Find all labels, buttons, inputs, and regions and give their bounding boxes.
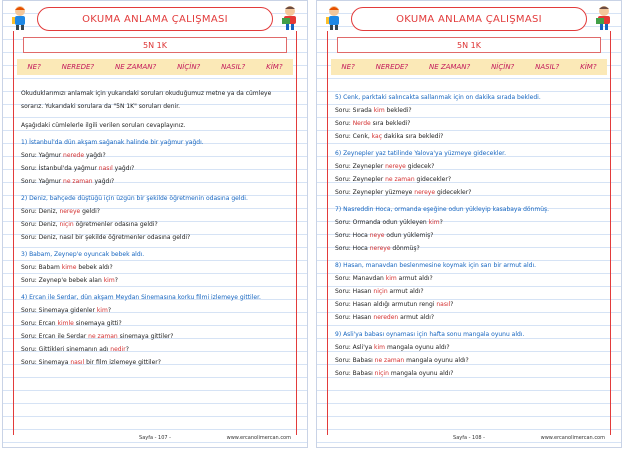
answer-line[interactable]: Soru: Deniz, niçin öğretmenler odasına geldi? <box>21 221 158 228</box>
question-words-bar <box>17 59 293 75</box>
page-footer <box>317 434 621 444</box>
title-banner <box>351 7 587 31</box>
answer-line[interactable]: Soru: Zeynepler nereye gidecek? <box>335 163 435 170</box>
qword-nerede: NEREDE? <box>375 63 409 71</box>
answer-line[interactable]: Soru: Babası ne zaman mangala oyunu aldı? <box>335 357 469 364</box>
answer-line[interactable]: Soru: Babam kime bebek aldı? <box>21 264 113 271</box>
qword-nicin: NİÇİN? <box>491 63 515 71</box>
qword-nasil: NASIL? <box>535 63 560 71</box>
website-label: www.ercanolimercan.com <box>540 435 605 441</box>
page-title: OKUMA ANLAMA ÇALIŞMASI <box>396 13 542 25</box>
answer-line[interactable]: Soru: Nerde sıra bekledi? <box>335 120 411 127</box>
qword-nerede: NEREDE? <box>61 63 95 71</box>
answer-line[interactable]: Soru: Gittikleri sinemanın adı nedir? <box>21 346 129 353</box>
answer-line[interactable]: Soru: Hoca nereye dönmüş? <box>335 245 420 252</box>
question-block-6 <box>335 147 605 199</box>
qword-kim: KİM? <box>580 63 597 71</box>
answer-line[interactable]: Soru: Zeynep'e bebek alan kim? <box>21 277 118 284</box>
question-block-9 <box>335 328 605 380</box>
answer-line[interactable]: Soru: Yağmur ne zaman yağdı? <box>21 178 115 185</box>
sentence-2: 2) Deniz, bahçede düştüğü için üzgün bir şekilde öğretmenin odasına geldi. <box>21 195 248 202</box>
answer-line[interactable]: Soru: Ercan ile Serdar ne zaman sinemaya gittiler? <box>21 333 174 340</box>
answer-line[interactable]: Soru: Sinemaya nasıl bir film izlemeye gittiler? <box>21 359 161 366</box>
page-footer <box>3 434 307 444</box>
answer-line[interactable]: Soru: Ercan kimle sinemaya gitti? <box>21 320 122 327</box>
website-label: www.ercanolimercan.com <box>226 435 291 441</box>
answer-line[interactable]: Soru: Manavdan kim armut aldı? <box>335 275 433 282</box>
reading-child-icon <box>279 4 301 30</box>
answer-line[interactable]: Soru: Deniz, nasıl bir şekilde öğretmenler odasına geldi? <box>21 234 191 241</box>
answer-line[interactable]: Soru: Zeynepler ne zaman gidecekler? <box>335 176 451 183</box>
margin-line-right <box>610 31 611 435</box>
right-content <box>335 87 605 380</box>
question-block-7 <box>335 203 605 255</box>
answer-line[interactable]: Soru: Asli'ya kim mangala oyunu aldı? <box>335 344 450 351</box>
answer-line[interactable]: Soru: Deniz, nereye geldi? <box>21 208 100 215</box>
reading-child-icon <box>593 4 615 30</box>
five-w-one-h-label: 5N 1K <box>143 40 167 50</box>
sentence-1: 1) İstanbul'da dün akşam sağanak halinde bir yağmur yağdı. <box>21 139 204 146</box>
qword-nicin: NİÇİN? <box>177 63 201 71</box>
question-block-3 <box>21 248 291 287</box>
qword-nasil: NASIL? <box>221 63 246 71</box>
qword-ne: NE? <box>341 63 355 71</box>
answer-line[interactable]: Soru: Sinemaya gidenler kim? <box>21 307 112 314</box>
answer-line[interactable]: Soru: Ormanda odun yükleyen kim? <box>335 219 443 226</box>
sentence-8: 8) Hasan, manavdan beslenmesine koymak için sarı bir armut aldı. <box>335 262 537 269</box>
sentence-3: 3) Babam, Zeynep'e oyuncak bebek aldı. <box>21 251 145 258</box>
question-block-4 <box>21 291 291 369</box>
answer-line[interactable]: Soru: Hasan nereden armut aldı? <box>335 314 435 321</box>
instructions: Aşağıdaki cümlelerle ilgili verilen soruları cevaplayınız. <box>21 122 186 129</box>
five-w-one-h-label: 5N 1K <box>457 40 481 50</box>
sentence-9: 9) Asli'ya babası oynaması için hafta sonu mangala oyunu aldı. <box>335 331 525 338</box>
five-w-one-h-box <box>23 37 287 53</box>
page-number: Sayfa - 108 - <box>453 435 485 441</box>
margin-line-right <box>296 31 297 435</box>
qword-ne-zaman: NE ZAMAN? <box>114 63 157 71</box>
answer-line[interactable]: Soru: Zeynepler yüzmeye nereye gidecekler? <box>335 189 472 196</box>
question-block-5 <box>335 91 605 143</box>
title-banner <box>37 7 273 31</box>
margin-line-left <box>13 31 14 435</box>
five-w-one-h-box <box>337 37 601 53</box>
question-block-1 <box>21 136 291 188</box>
question-block-2 <box>21 192 291 244</box>
answer-line[interactable]: Soru: Hasan niçin armut aldı? <box>335 288 424 295</box>
question-block-8 <box>335 259 605 324</box>
page-number: Sayfa - 107 - <box>139 435 171 441</box>
sentence-4: 4) Ercan ile Serdar, dün akşam Meydan Sinemasına korku filmi izlemeye gittiler. <box>21 294 261 301</box>
answer-line[interactable]: Soru: İstanbul'da yağmur nasıl yağdı? <box>21 165 135 172</box>
sentence-5: 5) Cenk, parktaki salıncakta sallanmak için on dakika sırada bekledi. <box>335 94 541 101</box>
margin-line-left <box>327 31 328 435</box>
answer-line[interactable]: Soru: Sırada kim bekledi? <box>335 107 412 114</box>
page-left <box>2 0 308 448</box>
sentence-6: 6) Zeynepler yaz tatilinde Yalova'ya yüzmeye gidecekler. <box>335 150 507 157</box>
answer-line[interactable]: Soru: Yağmur nerede yağdı? <box>21 152 106 159</box>
page-title: OKUMA ANLAMA ÇALIŞMASI <box>82 13 228 25</box>
intro-paragraph: Okuduklarımızı anlamak için yukarıdaki soruları okuduğumuz metne ya da cümleye sorarız. Yukarıdaki sorulara da "5N 1K" soruları denir. <box>21 90 272 110</box>
sentence-7: 7) Nasreddin Hoca, ormanda eşeğine odun yükleyip kasabaya dönmüş. <box>335 206 550 213</box>
answer-line[interactable]: Soru: Babası niçin mangala oyunu aldı? <box>335 370 454 377</box>
child-mascot-icon <box>9 4 31 30</box>
child-mascot-icon <box>323 4 345 30</box>
answer-line[interactable]: Soru: Cenk, kaç dakika sıra bekledi? <box>335 133 444 140</box>
question-words-bar <box>331 59 607 75</box>
left-content <box>21 87 291 369</box>
answer-line[interactable]: Soru: Hasan aldığı armutun rengi nasıl? <box>335 301 454 308</box>
answer-line[interactable]: Soru: Hoca neye odun yüklemiş? <box>335 232 434 239</box>
qword-ne: NE? <box>27 63 41 71</box>
page-right <box>316 0 622 448</box>
qword-kim: KİM? <box>266 63 283 71</box>
qword-ne-zaman: NE ZAMAN? <box>428 63 471 71</box>
